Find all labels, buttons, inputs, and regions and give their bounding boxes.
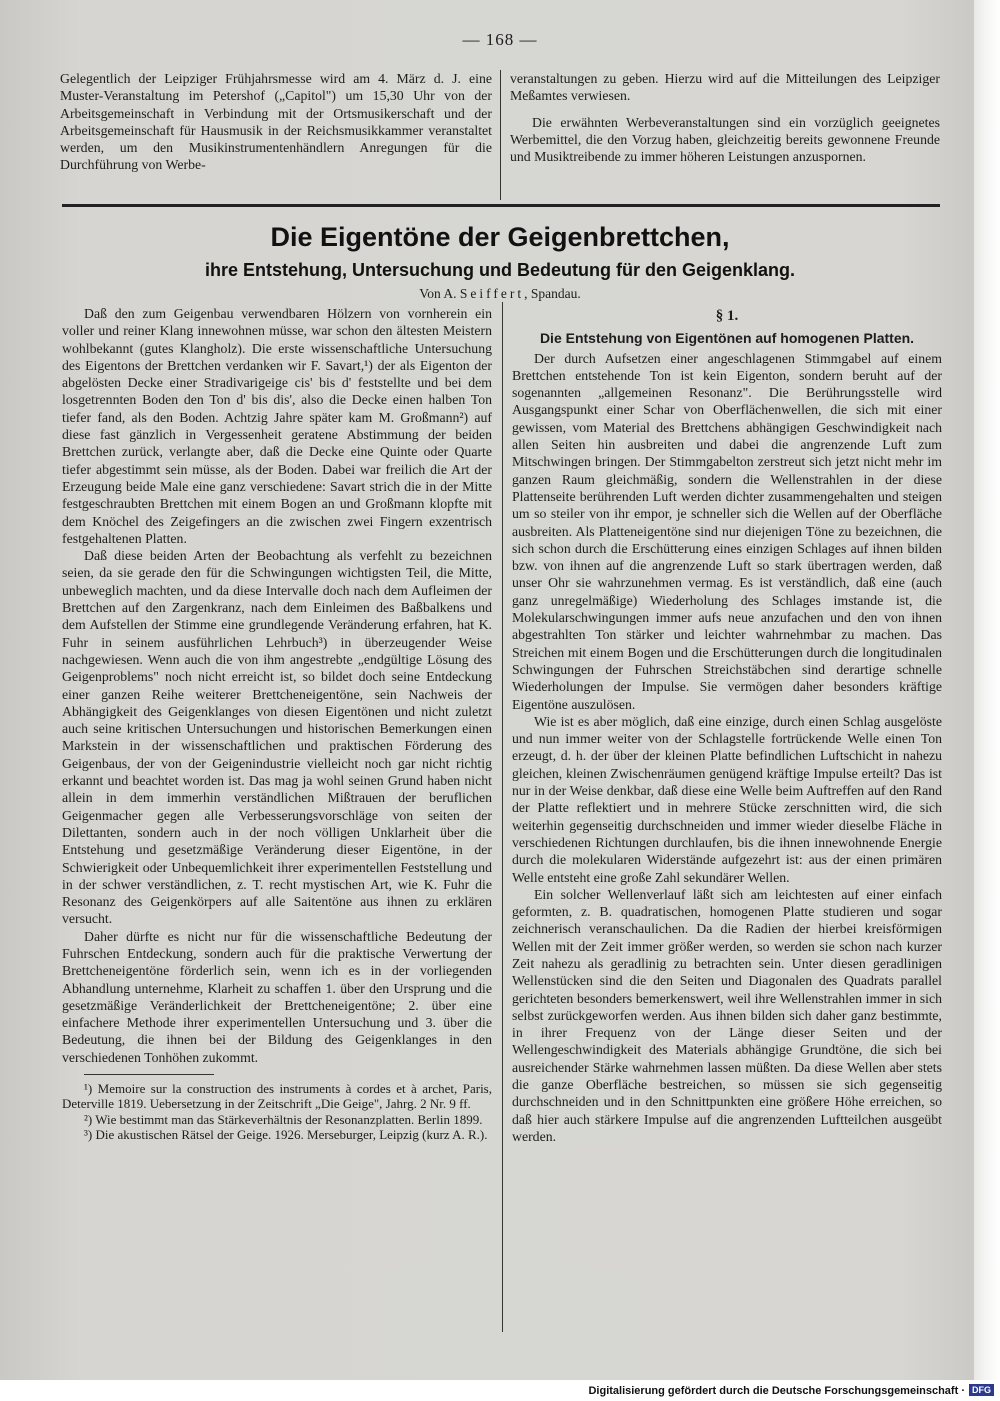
- footnote-rule: [84, 1074, 214, 1075]
- section-divider: [62, 204, 940, 207]
- footnote: ¹) Memoire sur la construction des instruments à cordes et à archet, Paris, Deterville 1819. Uebersetzung in der Zeitschrift „Die Geige", Jahrg. 2 Nr. 9 ff.: [62, 1081, 492, 1112]
- author-suffix: , Spandau.: [524, 286, 581, 301]
- top-right-column: [510, 70, 940, 165]
- body-paragraph: Der durch Aufsetzen einer angeschlagenen Stimmgabel auf einem Brettchen entstehende Ton ist kein Eigenton, sondern beruht auf der sogenannten „allgemeinen Resonanz". Die Berührungsstelle wird Ausgangspunkt einer Schar von Oberflächenwellen, die sich mit einer gewissen, vom Material des Brettchens abhängigen Geschwindigkeit nach allen Seiten hin ausbreiten und dabei die angrenzende Luft zum Mitschwingen bringen. Der Stimmgabelton zerstreut sich jetzt nicht mehr im ganzen Raum gleichmäßig, sondern die Wellenstrahlen in der diese Plattenseite berührenden Luft werden dichter zusammengehalten und steigen um so steiler von ihr empor, je schneller sich die Wellen auf der Oberfläche ausbreiten. Als Platteneigentöne sind nur diejenigen Töne zu bezeichnen, die sich schon durch die Erschütterung eines einzigen Schlages auf ihnen bilden bzw. von ihnen auf die angrenzende Luft so stark übertragen werden, daß unser Ohr sie wahrzunehmen vermag. Es ist verständlich, daß eine (auch ganz unregelmäßige) Wiederholung des Schlages imstande ist, die Molekularschwingungen immer aufs neue anzufachen und den von ihnen abgestrahlten Ton stärker und leichter wahrnehmbar zu machen. Das Streichen mit einem Bogen und die Erschütterungen durch die longitudinalen Schwingungen der Fuhrschen Streichstäbchen sind derartige schnelle Wiederholungen der Impulse. Sie vermögen daher besonders kräftige Eigentöne auszulösen.: [512, 350, 942, 712]
- article-subtitle: ihre Entstehung, Untersuchung und Bedeutung für den Geigenklang.: [204, 260, 795, 280]
- credit-text: Digitalisierung gefördert durch die Deutsche Forschungsgemeinschaft: [588, 1385, 959, 1397]
- body-paragraph: Ein solcher Wellenverlauf läßt sich am leichtesten auf einer einfach geformten, z. B. quadratischen, homogenen Platte studieren und sogar zeichnerisch veranschaulichen. Da die Radien der hierbei kreisförmigen Wellen mit der Zeit immer größer werden, so werden sie schon nach kurzer Zeit nahezu als geradlinig zu betrachten sein. Unter diesen geradlinigen Wellenstücken sind die den Seiten und Diagonalen des Quadrats parallel gerichteten besonders bemerkenswert, weil ihre Wellenstrahlen immer in sich selbst zurückgeworfen werden. Aus ihnen bilden sich daher ganz bestimmte, in ihrer Frequenz von der Länge dieser Seiten und der Wellengeschwindigkeit des Materials abhängige Grundtöne, die sich bei ausreichender Stärke wahrnehmen lassen müßten. Da diese Wellen aber stets die ganze Oberfläche bestreichen, so müssen sie sich gegenseitig durchschneiden und in den Schnittpunkten eine größere Höhe erreichen, so daß hier auch stärkere Impulse auf die angrenzenden Luftteilchen ausgeübt werden.: [512, 886, 942, 1144]
- author-name: Seiffert: [459, 286, 525, 301]
- left-column: [62, 305, 492, 1143]
- footnote: ³) Die akustischen Rätsel der Geige. 1926. Merseburger, Leipzig (kurz A. R.).: [84, 1127, 488, 1143]
- footnote: ²) Wie bestimmt man das Stärkeverhältnis der Resonanzplatten. Berlin 1899.: [84, 1111, 483, 1127]
- article-title: Die Eigentöne der Geigenbrettchen,: [270, 222, 730, 252]
- column-divider-main: [502, 302, 503, 1332]
- dfg-logo: DFG: [969, 1384, 994, 1396]
- page-number: — 168 —: [462, 30, 538, 49]
- top-right-paragraph: Die erwähnten Werbeveranstaltungen sind ein vorzüglich geeignetes Werbemittel, die den Vorzug haben, gleichzeitig bereits gewonnene Freunde und Musiktreibende zu immer höheren Leistungen anzuspornen.: [510, 114, 940, 165]
- column-divider-top: [500, 70, 501, 200]
- footnotes: [62, 1081, 492, 1143]
- page-edge: [974, 0, 1000, 1380]
- section-number: § 1.: [715, 308, 739, 324]
- body-paragraph: Daß den zum Geigenbau verwendbaren Hölzern von vornherein ein voller und reiner Klang innewohnen müsse, war schon den ältesten Meistern wohlbekannt (gutes Klangholz). Die erste wissenschaftliche Untersuchung des Eigentons der Brettchen verdanken wir F. Savart,¹) der als Eigenton der abgelösten Decke einer Stradivarigeige cis' bis d' feststellte und bei dem losgetrennten Boden den Ton d' bis dis', also die Decke einen halben Ton tiefer fand, als den Boden. Achtzig Jahre später kam M. Großmann²) auf diese fast gänzlich in Vergessenheit geratene Abstimmung der beiden Brettchen zurück, verlangte aber, daß die Decke eine Quinte oder Quarte tiefer abgestimmt sein müsse, als der Boden. Dabei war freilich die Art der Erzeugung beide Male eine ganz verschiedene: Savart strich die in der Mitte festgeschraubten Brettchen mit einem Bogen an und Großmann klopfte mit dem Knöchel des Zeigefingers an die zwischen zwei Fingern exzentrisch festgehaltenen Platten.: [62, 306, 492, 546]
- top-left-column: [60, 70, 492, 174]
- top-left-paragraph: Gelegentlich der Leipziger Frühjahrsmesse wird am 4. März d. J. eine Muster-Veranstaltung im Petershof („Capitol") um 15,30 Uhr von der Arbeitsgemeinschaft in Verbindung mit der Ortsmusikerschaft und der Arbeitsgemeinschaft für Hausmusik in der Reichsmusikkammer veranstaltet werden, um den Musikinstrumentenhändlern Anregungen für die Durchführung von Werbe-: [60, 71, 492, 173]
- right-column: [512, 305, 942, 1145]
- top-right-paragraph: veranstaltungen zu geben. Hierzu wird auf die Mitteilungen des Leipziger Meßamtes verwiesen.: [510, 71, 940, 104]
- body-paragraph: Daher dürfte es nicht nur für die wissenschaftliche Bedeutung der Fuhrschen Entdeckung, sondern auch für die praktische Verwertung der Brettcheneigentöne förderlich sein, wenn ich es in der vorliegenden Abhandlung unternehme, Klarheit zu schaffen 1. über den Ursprung und die gesetzmäßige Veränderlichkeit der Brettcheneigentöne; 2. über eine einfachere Methode ihrer experimentellen Untersuchung und 3. über die Bedeutung, die ihnen bei der Bildung des Geigenklanges in den verschiedenen Tonhöhen zukommt.: [62, 928, 492, 1065]
- article-author: [0, 286, 1000, 302]
- author-prefix: Von A.: [419, 286, 457, 301]
- section-title: Die Entstehung von Eigentönen auf homogenen Platten.: [539, 330, 915, 347]
- body-paragraph: Daß diese beiden Arten der Beobachtung als verfehlt zu bezeichnen seien, da sie gerade den für die Schwingungen wichtigsten Teil, die Mitte, unbeweglich machten, und da diese Intervalle doch nach dem Aufleimen der Brettchen auf den Zargenkranz, nach dem Einleimen des Baßbalkens und dem Aufstellen der Stimme eine grundlegende Veränderung erfahren, hat K. Fuhr in seinem ausführlichen Lehrbuch³) in überzeugender Weise nachgewiesen. Wenn auch die von ihm angestrebte „endgültige Lösung des Geigenproblems" noch nicht erreicht ist, so bildet doch seine Entdeckung einer ganzen Reihe weiterer Brettcheneigentöne, sein Nachweis der Abhängigkeit des Geigenklanges von diesen Eigentönen und nicht zuletzt auch seine kritischen Untersuchungen und historischen Bemerkungen einen Markstein in der wissenschaftlichen und praktischen Förderung des Geigenbaus, der von der Geigenindustrie vielleicht noch gar nicht richtig erkannt und beachtet worden ist. Das mag ja wohl seinen Grund haben nicht allein in dem immerhin verständlichen Mißtrauen der beruflichen Geigenmacher gegen alle Verbesserungsvorschläge von seiten der Dilettanten, sondern auch in der noch völligen Unklarheit über die Entstehung und gesetzmäßige Veränderung dieser Eigentöne, in der Schwierigkeit oder Unbequemlichkeit ihrer experimentellen Feststellung und in der schwer verständlichen, z. T. recht mystischen Art, wie K. Fuhr die Resonanz des Geigenkörpers auf alle Saitentöne aus ihnen zu erklären versucht.: [62, 548, 492, 927]
- digitization-credit: Digitalisierung gefördert durch die Deutsche Forschungsgemeinschaft · DFG: [582, 1384, 994, 1397]
- body-paragraph: Wie ist es aber möglich, daß eine einzige, durch einen Schlag ausgelöste und nun immer weiter von der Schlagstelle fortrückende Welle einen Ton erzeugt, d. h. der über der kleinen Platte befindlichen Luftschicht in nahezu gleichen, kleinen Zwischenräumen genügend kräftige Impulse erteilt? Das ist nur in der Weise denkbar, daß diese eine Welle beim Auftreffen auf den Rand der Platte reflektiert und in mehrere Stücke zerschnitten wird, die sich weiterhin gegenseitig durchschneiden und immer wieder dieselbe Fläche in verschiedenen Richtungen durchlaufen, bis die ihnen innewohnende Energie durch die molekularen Widerstände aufgezehrt ist: aus der einen primären Welle entsteht eine große Zahl sekundärer Wellen.: [512, 713, 942, 885]
